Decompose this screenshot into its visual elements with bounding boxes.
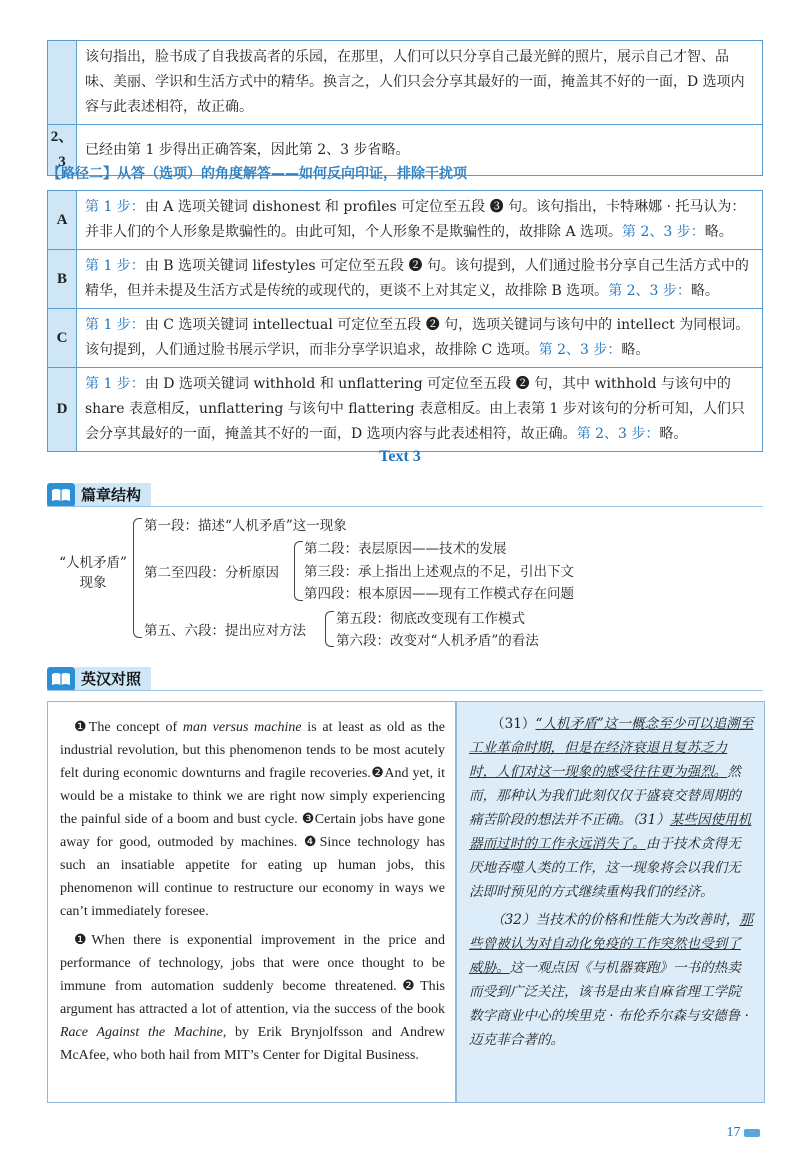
book-title: Race Against the Machine <box>60 1025 223 1040</box>
chinese-paragraph-2 <box>469 908 754 1052</box>
branch-2: 第二至四段：分析原因 <box>144 565 279 581</box>
path2-table <box>47 190 763 452</box>
option-b-text <box>77 250 763 309</box>
option-d-text <box>77 368 763 452</box>
root-line1: “人机矛盾” <box>59 555 127 571</box>
root-line2: 现象 <box>79 575 107 591</box>
sentence: ❹Since technology has such an insatiable appetite for eating up human jobs, this phenomenon will continue to restructure our economy in ways we can’t immediately foresee. <box>60 835 446 919</box>
italic-term: man versus machine <box>182 720 302 735</box>
step23-label: 第 2、3 步： <box>576 426 660 442</box>
structure-root <box>50 553 136 593</box>
question-marker: （31） <box>491 716 536 732</box>
step23-label: 第 2、3 步： <box>608 283 691 299</box>
bilingual-section-header <box>47 667 151 691</box>
branch-3: 第五、六段：提出应对方法 <box>144 623 306 639</box>
step23-label: 第 2、3 步： <box>538 342 622 358</box>
branch-1: 第一段：描述“人机矛盾”这一现象 <box>144 518 347 534</box>
option-label-c: C <box>48 309 77 368</box>
branch-3-2: 第六段：改变对“人机矛盾”的看法 <box>336 633 539 649</box>
bilingual-heading: 英汉对照 <box>75 667 151 691</box>
sentence: 由于技术贪得无厌地吞噬人类的工作，这一现象将会以我们无法即时预见的方式继续重构我们的经济。 <box>469 836 741 900</box>
table-row <box>48 41 763 125</box>
sentence: （32）当技术的价格和性能大为改善时， <box>491 912 740 928</box>
branch-3-1: 第五段：彻底改变现有工作模式 <box>336 611 525 627</box>
text3-title: Text 3 <box>379 448 421 465</box>
table-row <box>48 368 763 452</box>
divider <box>47 690 763 691</box>
english-paragraph-2 <box>60 929 445 1067</box>
page-number-text: 17 <box>726 1125 741 1140</box>
sentence: , by Erik Brynjolfsson and Andrew McAfee, who both hail from MIT’s Center for Digital Business. <box>60 1025 445 1063</box>
sentence: ❷And yet, it would be a mistake to think we are right now simply experiencing the painful side of a boom and bust cycle. <box>60 766 445 827</box>
step1-label: 第 1 步： <box>85 258 145 274</box>
option-label-a: A <box>48 191 77 250</box>
sentence: 然而，那种认为我们此刻仅仅于盛衰交替周期的痛苦阶段的想法并不正确。（31） <box>469 764 741 828</box>
chinese-paragraph-1 <box>469 712 754 904</box>
option-analysis: 由 B 选项关键词 lifestyles 可定位至五段 ❷ 句。该句提到，人们通过脸书分享自己生活方式中的精华，但并未提及生活方式是传统的或现代的，更谈不上对其定义，故排除 B 选项。 <box>85 258 749 299</box>
step23-tail: 略。 <box>659 426 688 442</box>
sentence: ❶The concept of <box>74 720 183 735</box>
sentence: ❷This argument has attracted a lot of attention, via the success of the book <box>60 979 445 1017</box>
sentence: is at least as old as the industrial revolution, but this phenomenon tends to be most acutely felt during economic downturns and fragile recoveries. <box>60 720 445 781</box>
step23-tail: 略。 <box>690 283 719 299</box>
english-text-box <box>47 701 456 1103</box>
underlined-sentence: “人机矛盾”这一概念至少可以追溯至工业革命时期，但是在经济衰退且复苏乏力时，人们对这一现象的感受往往更为强烈。 <box>469 716 754 780</box>
option-analysis: 由 D 选项关键词 withhold 和 unflattering 可定位至五段 ❷ 句，其中 withhold 与该句中的 share 表意相反，unflattering 与该句中 flattering 表意相反。由上表第 1 步对该句的分析可知，人们只会分享其最好的一面，掩盖其不好的一面，D 选项内容与此表述相符，故正确。 <box>85 376 745 442</box>
step1-label: 第 1 步： <box>85 376 145 392</box>
option-label-d: D <box>48 368 77 452</box>
option-c-text <box>77 309 763 368</box>
option-a-text <box>77 191 763 250</box>
table-row <box>48 191 763 250</box>
row-text: 该句指出，脸书成了自我拔高者的乐园，在那里，人们可以只分享自己最光鲜的照片，展示自己才智、品味、美丽、学识和生活方式中的精华。换言之，人们只会分享其最好的一面，掩盖其不好的一面，D 选项内容与此表述相符，故正确。 <box>77 41 763 125</box>
brace-2 <box>294 541 303 601</box>
divider <box>47 506 763 507</box>
chinese-text-box <box>456 701 765 1103</box>
step1-label: 第 1 步： <box>85 317 145 333</box>
underlined-sentence: 那些曾被认为对自动化免疫的工作突然也受到了威胁。 <box>469 912 753 976</box>
option-analysis: 由 C 选项关键词 intellectual 可定位至五段 ❷ 句，选项关键词与该句中的 intellect 为同根词。该句提到，人们通过脸书展示学识，而非分享学识追求，故排除 C 选项。 <box>85 317 750 358</box>
brace-3 <box>325 611 334 647</box>
path2-title: 【路径二】从答（选项）的角度解答——如何反向印证，排除干扰项 <box>47 166 467 182</box>
top-answer-table <box>47 40 763 176</box>
row-label <box>48 41 77 125</box>
branch-2-3: 第四段：根本原因——现有工作模式存在问题 <box>304 586 574 602</box>
sentence: 这一观点因《与机器赛跑》一书的热卖而受到广泛关注，该书是由来自麻省理工学院数字商业中心的埃里克 · 布伦乔尔森与安德鲁 · 迈克菲合著的。 <box>469 960 749 1048</box>
option-analysis: 由 A 选项关键词 dishonest 和 profiles 可定位至五段 ❸ 句。该句指出，卡特琳娜 · 托马认为：并非人们的个人形象是欺骗性的。由此可知，个人形象不是欺骗性的，故排除 A 选项。 <box>85 199 746 240</box>
sentence: ❸Certain jobs have gone away for good, outmoded by machines. <box>60 812 445 850</box>
structure-section-header <box>47 483 151 507</box>
branch-2-2: 第三段：承上指出上述观点的不足，引出下文 <box>304 564 574 580</box>
branch-2-1: 第二段：表层原因——技术的发展 <box>304 541 507 557</box>
brace-main <box>133 518 142 638</box>
table-row <box>48 309 763 368</box>
underlined-sentence: 某些因使用机器而过时的工作永远消失了。 <box>469 812 752 852</box>
step23-label: 第 2、3 步： <box>622 224 705 240</box>
table-row <box>48 250 763 309</box>
english-paragraph-1 <box>60 716 445 923</box>
page-number <box>727 1125 761 1141</box>
step23-tail: 略。 <box>704 224 733 240</box>
option-label-b: B <box>48 250 77 309</box>
book-icon <box>47 483 75 507</box>
row-label: 2、3 <box>48 125 77 176</box>
sentence: ❶When there is exponential improvement in the price and performance of technology, jobs that were once thought to be immune from automation suddenly become threatened. <box>60 933 445 994</box>
row-text: 已经由第 1 步得出正确答案，因此第 2、3 步省略。 <box>77 125 763 176</box>
book-stack-icon <box>744 1129 760 1137</box>
step23-tail: 略。 <box>621 342 650 358</box>
structure-heading: 篇章结构 <box>75 483 151 507</box>
book-icon <box>47 667 75 691</box>
step1-label: 第 1 步： <box>85 199 145 215</box>
